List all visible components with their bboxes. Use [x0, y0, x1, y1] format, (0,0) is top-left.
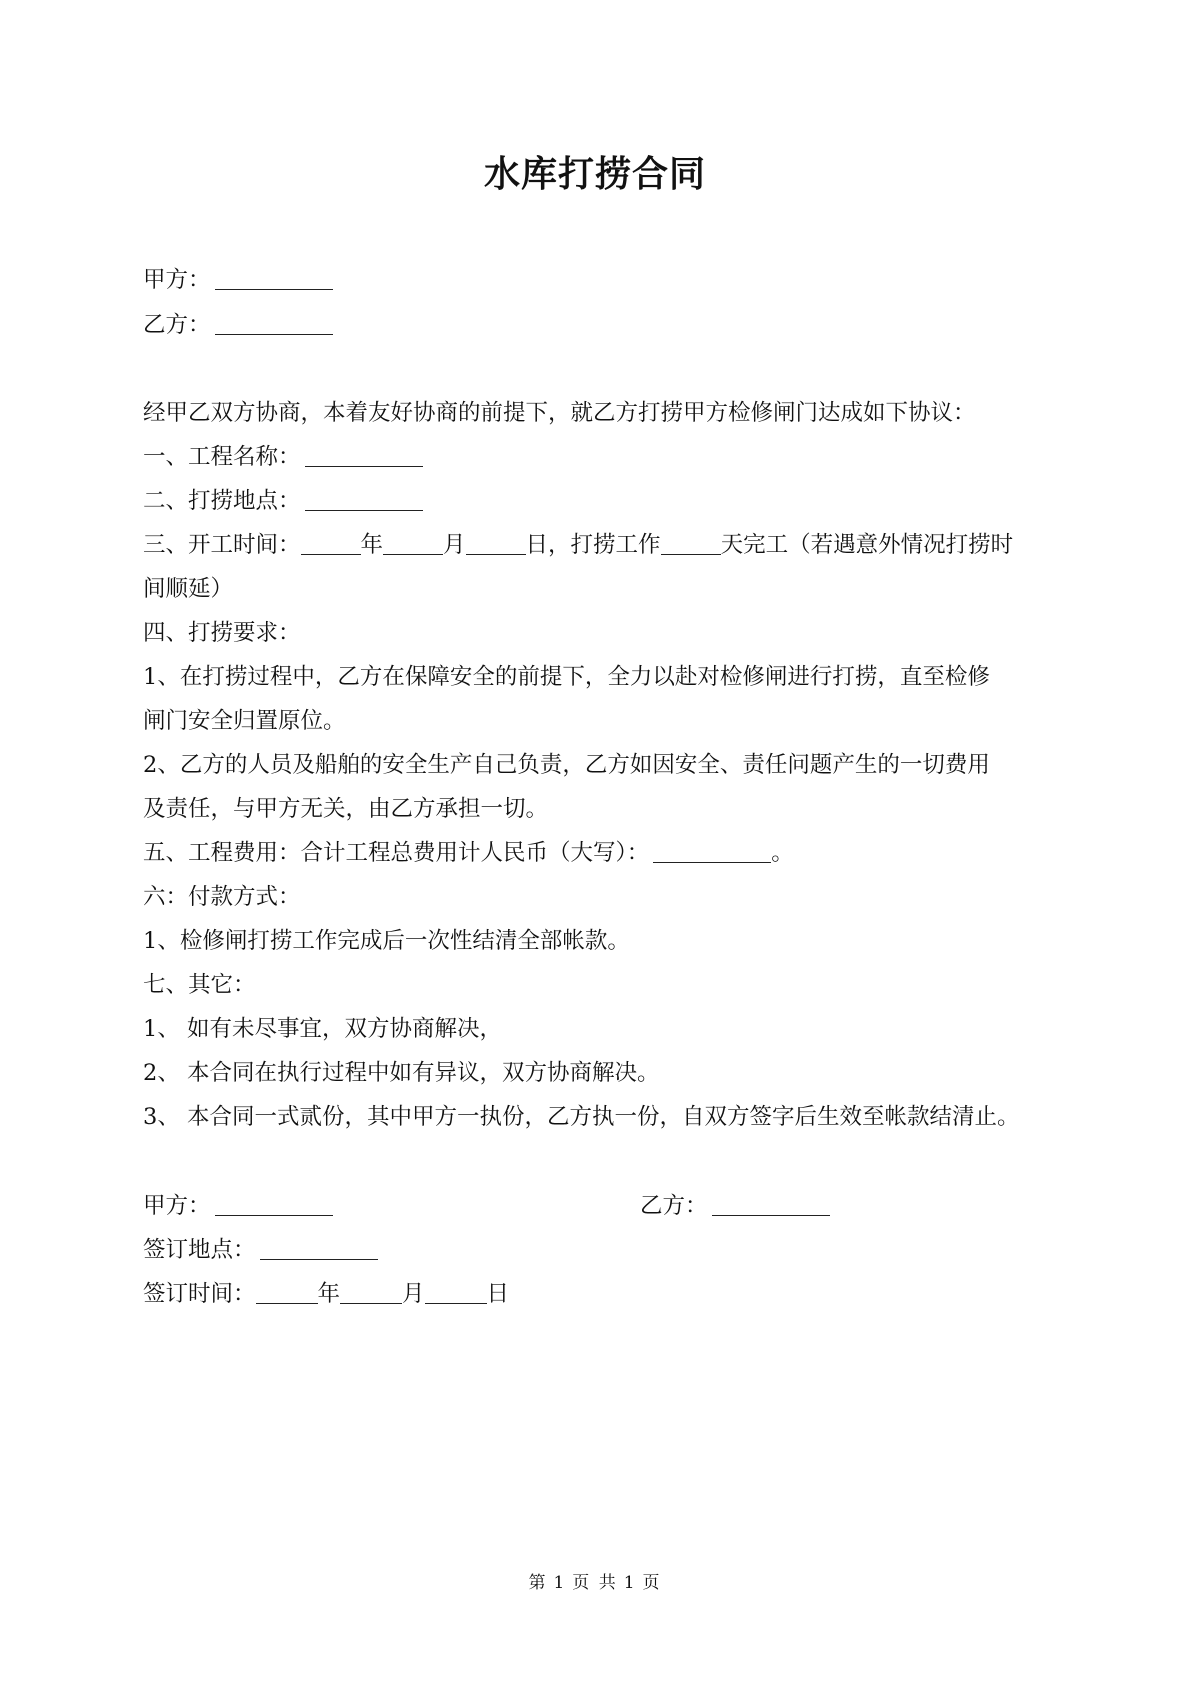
clause-4-label: 四、打捞要求： — [143, 620, 301, 646]
party-a-label: 甲方： — [143, 267, 211, 293]
party-b-blank — [215, 333, 333, 335]
signing-place-blank — [260, 1258, 378, 1260]
signing-day: 日 — [486, 1281, 510, 1307]
signature-party-a-blank — [215, 1214, 333, 1216]
party-b-label: 乙方： — [143, 312, 211, 338]
clause-3-month: 月 — [443, 532, 466, 558]
page-mid: 页 共 — [572, 1573, 618, 1593]
signature-party-b-blank — [712, 1214, 830, 1216]
start-month-blank — [383, 553, 443, 555]
signing-month: 月 — [402, 1281, 425, 1307]
clause-7-item-2: 2、 本合同在执行过程中如有异议，双方协商解决。 — [143, 1060, 660, 1086]
page-prefix: 第 — [528, 1573, 548, 1593]
intro-paragraph: 经甲乙双方协商，本着友好协商的前提下，就乙方打捞甲方检修闸门达成如下协议： — [143, 400, 976, 426]
clause-6-item-1: 1、检修闸打捞工作完成后一次性结清全部帐款。 — [143, 928, 630, 954]
start-year-blank — [301, 553, 361, 555]
clause-5-suffix: 。 — [771, 840, 794, 866]
start-day-blank — [466, 553, 526, 555]
signing-month-blank — [340, 1302, 402, 1304]
signature-party-a — [143, 1191, 333, 1221]
clause-4-item-2-line-2: 及责任，与甲方无关，由乙方承担一切。 — [143, 796, 549, 822]
clause-5-label: 五、工程费用：合计工程总费用计人民币（大写）： — [143, 840, 650, 866]
location-blank — [305, 509, 423, 511]
page-suffix: 页 — [642, 1573, 662, 1593]
clause-3 — [143, 530, 1013, 560]
clause-7-label: 七、其它： — [143, 972, 256, 998]
page-total: 1 — [623, 1573, 637, 1593]
clause-7-item-3: 3、 本合同一式贰份，其中甲方一执份，乙方执一份，自双方签字后生效至帐款结清止。 — [143, 1104, 1020, 1130]
project-name-blank — [305, 465, 423, 467]
signing-place-label: 签订地点： — [143, 1237, 256, 1263]
signature-party-b-label: 乙方： — [640, 1193, 708, 1219]
duration-days-blank — [661, 553, 721, 555]
signing-time-label: 签订时间： — [143, 1281, 256, 1307]
clause-4-item-1-line-1: 1、在打捞过程中，乙方在保障安全的前提下，全力以赴对检修闸进行打捞，直至检修 — [143, 664, 990, 690]
signature-party-a-label: 甲方： — [143, 1193, 211, 1219]
clause-4-item-1-line-2: 闸门安全归置原位。 — [143, 708, 346, 734]
page-footer — [0, 1572, 1190, 1594]
page-number: 1 — [553, 1573, 567, 1593]
clause-1-label: 一、工程名称： — [143, 444, 301, 470]
clause-2-label: 二、打捞地点： — [143, 488, 301, 514]
header-party-b — [143, 310, 333, 340]
clause-3-label: 三、开工时间： — [143, 532, 301, 558]
signature-party-b — [640, 1191, 830, 1221]
party-a-blank — [215, 288, 333, 290]
signing-year: 年 — [317, 1281, 341, 1307]
signing-day-blank — [425, 1302, 487, 1304]
clause-1 — [143, 442, 423, 472]
clause-5 — [143, 838, 794, 868]
signing-place — [143, 1235, 378, 1265]
clause-3-rest-line2: 间顺延） — [143, 576, 234, 602]
clause-6-label: 六：付款方式： — [143, 884, 301, 910]
clause-4-item-2-line-1: 2、乙方的人员及船舶的安全生产自己负责，乙方如因安全、责任问题产生的一切费用 — [143, 752, 990, 778]
signing-time — [143, 1279, 509, 1309]
clause-7-item-1: 1、 如有未尽事宜，双方协商解决， — [143, 1016, 502, 1042]
signing-year-blank — [256, 1302, 318, 1304]
clause-3-rest-line1: 天完工（若遇意外情况打捞时 — [720, 532, 1014, 558]
clause-3-day-work: 日，打捞工作 — [525, 532, 661, 558]
header-party-a — [143, 265, 333, 295]
clause-2 — [143, 486, 423, 516]
document-title: 水库打捞合同 — [483, 153, 706, 195]
fee-amount-blank — [653, 861, 771, 863]
clause-3-year: 年 — [360, 532, 384, 558]
